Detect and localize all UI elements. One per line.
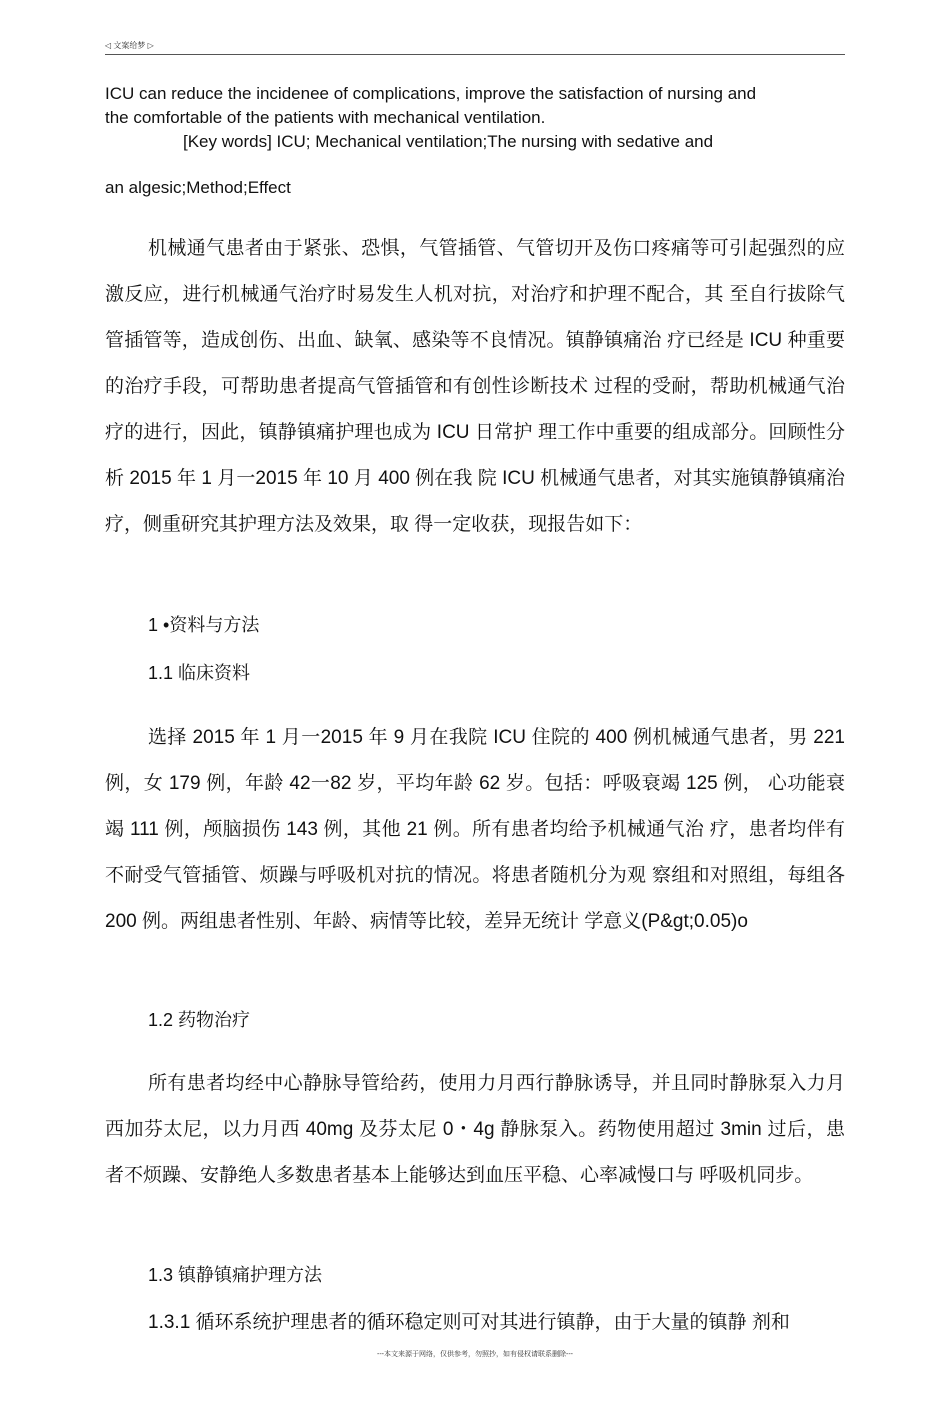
page-footer: ---本文来源于网络，仅供参考，勿照抄，如有侵权请联系删除--- (377, 1351, 573, 1358)
section-1-2-title: 1.2 药物治疗 (148, 1010, 251, 1030)
section-1-3-title: 1.3 镇静镇痛护理方法 (148, 1265, 323, 1285)
keywords-line-1: [Key words] ICU; Mechanical ventilation;The nursing with sedative and (183, 132, 714, 151)
section-1-2-paragraph: 所有患者均经中心静脉导管给药，使用力月西行静脉诱导，并且同时静脉泵入力月西加芬太尼，以力月西 40mg 及芬太尼 0・4g 静脉泵入。药物使用超过 3min 过后，患者不烦躁、安静绝人多数患者基本上能够达到血压平稳、心率减慢口与 呼吸机同步。 (105, 1073, 845, 1186)
intro-paragraph: 机械通气患者由于紧张、恐惧，气管插管、气管切开及伤口疼痛等可引起强烈的应激反应，进行机械通气治疗时易发生人机对抗，对治疗和护理不配合，其 至自行拔除气管插管等，造成创伤、出血、缺氧、感染等不良情况。镇静镇痛治 疗已经是 ICU 种重要的治疗手段，可帮助患者提高气管插管和有创性诊断技术 过程的受耐，帮助机械通气治疗的进行，因此，镇静镇痛护理也成为 ICU 日常护 理工作中重要的组成部分。回顾性分析 2015 年 1 月一2015 年 10 月 400 例在我 院 ICU 机械通气患者，对其实施镇静镇痛治疗，侧重研究其护理方法及效果，取 得一定收获，现报告如下： (105, 238, 845, 535)
page-header (105, 38, 845, 55)
section-1-1-paragraph: 选择 2015 年 1 月一2015 年 9 月在我院 ICU 住院的 400 例机械通气患者，男 221 例，女 179 例，年龄 42一82 岁，平均年龄 62 岁。包括：呼吸衰竭 125 例， 心功能衰竭 111 例，颅脑损伤 143 例，其他 21 例。所有患者均给予机械通气治 疗，患者均伴有不耐受气管插管、烦躁与呼吸机对抗的情况。将患者随机分为观 察组和对照组，每组各 200 例。两组患者性别、年龄、病情等比较，差异无统计 学意义(P&gt;0.05)o (105, 727, 845, 932)
header-mark: ◁ 文案给梦 ▷ (105, 41, 154, 50)
section-1-3-1-paragraph: 1.3.1 循环系统护理患者的循环稳定则可对其进行镇静，由于大量的镇静 剂和 (148, 1312, 790, 1333)
section-1-title: 1 •资料与方法 (148, 615, 260, 635)
abstract-line-1: ICU can reduce the incidenee of complications, improve the satisfaction of nursing and (105, 84, 757, 103)
abstract-line-2: the comfortable of the patients with mechanical ventilation. (105, 108, 546, 127)
section-1-1-title: 1.1 临床资料 (148, 663, 251, 683)
keywords-line-2: an algesic;Method;Effect (105, 178, 291, 197)
